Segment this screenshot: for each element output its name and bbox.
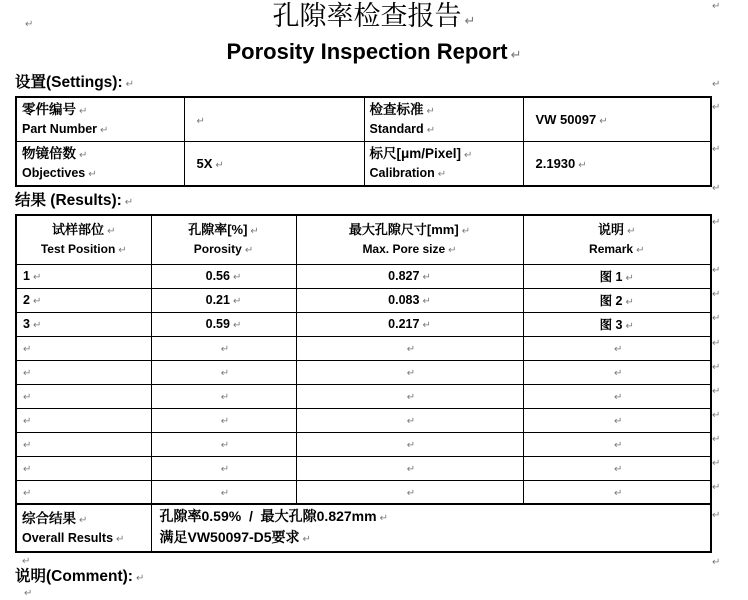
result-row-2: [16, 288, 711, 312]
paragraph-mark-icon: ↵: [124, 197, 134, 208]
paragraph-mark-icon: ↵: [712, 183, 721, 194]
paragraph-mark-icon: ↵: [625, 321, 634, 332]
paragraph-mark-icon: ↵: [712, 434, 721, 445]
porosity-cell: 0.59 ↵: [151, 312, 296, 336]
paragraph-mark-icon: ↵: [79, 150, 88, 161]
paragraph-mark-icon: ↵: [406, 440, 416, 451]
paragraph-mark-icon: ↵: [712, 482, 721, 493]
paragraph-mark-icon: ↵: [23, 368, 32, 379]
paragraph-mark-icon: ↵: [712, 144, 721, 155]
paragraph-mark-icon: ↵: [116, 533, 125, 545]
paragraph-mark-icon: ↵: [578, 160, 587, 171]
position-cell: 2 ↵: [16, 288, 151, 312]
paragraph-mark-icon: ↵: [712, 313, 721, 324]
paragraph-mark-icon: ↵: [379, 513, 388, 524]
paragraph-mark-icon: ↵: [406, 344, 416, 355]
paragraph-mark-icon: ↵: [712, 458, 721, 469]
result-row-1: [16, 264, 711, 288]
empty-row: [16, 432, 711, 456]
calibration-value-cell: 2.1930 ↵: [523, 142, 711, 187]
settings-row-1: [16, 97, 711, 142]
paragraph-mark-icon: ↵: [232, 272, 242, 283]
paragraph-mark-icon: ↵: [422, 272, 431, 283]
paragraph-mark-icon: ↵: [614, 392, 623, 403]
overall-results-value-cell: 孔隙率0.59% / 最大孔隙0.827mm ↵ 满足VW50097-D5要求 ↵: [151, 504, 711, 552]
paragraph-mark-icon: ↵: [614, 416, 623, 427]
paragraph-mark-icon: ↵: [220, 368, 230, 379]
paragraph-mark-icon: ↵: [712, 102, 721, 113]
paragraph-mark-icon: ↵: [220, 416, 230, 427]
paragraph-mark-icon: ↵: [712, 265, 721, 276]
paragraph-mark-icon: ↵: [422, 320, 431, 331]
remark-cell: 图 3 ↵: [523, 312, 711, 336]
paragraph-mark-icon: ↵: [712, 362, 721, 373]
paragraph-mark-icon: ↵: [406, 416, 416, 427]
paragraph-mark-icon: ↵: [614, 440, 623, 451]
part-number-value-cell: [184, 97, 364, 142]
paragraph-mark-icon: ↵: [23, 392, 32, 403]
max-pore-cell: 0.083 ↵: [296, 288, 523, 312]
settings-row-2: [16, 142, 711, 187]
paragraph-mark-icon: ↵: [464, 14, 476, 29]
col-header-remark: 说明 ↵ Remark ↵: [523, 215, 711, 264]
max-pore-cell: 0.827 ↵: [296, 264, 523, 288]
col-header-porosity: 孔隙率[%] ↵ Porosity ↵: [151, 215, 296, 264]
position-cell: 3 ↵: [16, 312, 151, 336]
paragraph-mark-icon: ↵: [712, 217, 721, 228]
paragraph-mark-icon: ↵: [196, 116, 205, 127]
paragraph-mark-icon: ↵: [426, 125, 436, 136]
empty-row: [16, 408, 711, 432]
paragraph-mark-icon: ↵: [448, 244, 457, 256]
paragraph-mark-icon: ↵: [32, 296, 42, 307]
paragraph-mark-icon: ↵: [437, 169, 447, 180]
paragraph-mark-icon: ↵: [232, 320, 242, 331]
position-cell: 1 ↵: [16, 264, 151, 288]
paragraph-mark-icon: ↵: [627, 225, 636, 237]
paragraph-mark-icon: ↵: [406, 464, 416, 475]
empty-row: [16, 336, 711, 360]
paragraph-mark-icon: ↵: [125, 79, 135, 90]
col-header-test-position: 试样部位 ↵ Test Position ↵: [16, 215, 151, 264]
paragraph-mark-icon: ↵: [422, 296, 431, 307]
paragraph-mark-icon: ↵: [625, 273, 634, 284]
paragraph-mark-icon: ↵: [220, 392, 230, 403]
max-pore-cell: 0.217 ↵: [296, 312, 523, 336]
paragraph-mark-icon: ↵: [464, 150, 473, 161]
comment-heading: 说明(Comment): ↵: [15, 568, 145, 585]
overall-results-label-cell: 综合结果 ↵ Overall Results ↵: [16, 504, 151, 552]
paragraph-mark-icon: ↵: [118, 244, 127, 256]
paragraph-mark-icon: ↵: [135, 573, 145, 584]
settings-table: [15, 96, 712, 187]
empty-row: [16, 360, 711, 384]
overall-results-row: [16, 504, 711, 552]
paragraph-mark-icon: ↵: [406, 392, 416, 403]
paragraph-mark-icon: ↵: [712, 289, 721, 300]
empty-row: [16, 456, 711, 480]
paragraph-mark-icon: ↵: [614, 464, 623, 475]
paragraph-mark-icon: ↵: [712, 557, 721, 568]
paragraph-mark-icon: ↵: [406, 368, 416, 379]
paragraph-mark-icon: ↵: [107, 225, 116, 237]
results-table: [15, 214, 712, 553]
objectives-label-cell: 物镜倍数 ↵ Objectives ↵: [16, 142, 184, 187]
objectives-value-cell: 5X ↵: [184, 142, 364, 187]
paragraph-mark-icon: ↵: [23, 416, 32, 427]
calibration-label-cell: 标尺[μm/Pixel] ↵ Calibration ↵: [364, 142, 523, 187]
paragraph-mark-icon: ↵: [24, 588, 33, 599]
paragraph-mark-icon: ↵: [302, 534, 311, 545]
paragraph-mark-icon: ↵: [614, 487, 623, 499]
remark-cell: 图 2 ↵: [523, 288, 711, 312]
result-row-3: [16, 312, 711, 336]
report-title-en: Porosity Inspection Report ↵: [226, 39, 522, 64]
paragraph-mark-icon: ↵: [250, 225, 259, 237]
report-title-cn: 孔隙率检查报告 ↵: [272, 1, 476, 32]
paragraph-mark-icon: ↵: [79, 106, 88, 117]
paragraph-mark-icon: ↵: [88, 169, 97, 180]
paragraph-mark-icon: ↵: [426, 106, 435, 117]
results-header-row: [16, 215, 711, 264]
paragraph-mark-icon: ↵: [23, 344, 32, 355]
paragraph-mark-icon: ↵: [712, 386, 721, 397]
paragraph-mark-icon: ↵: [406, 487, 416, 499]
paragraph-mark-icon: ↵: [32, 320, 42, 331]
results-heading: 结果 (Results): ↵: [15, 192, 134, 209]
paragraph-mark-icon: ↵: [215, 160, 224, 171]
paragraph-mark-icon: ↵: [461, 225, 471, 237]
paragraph-mark-icon: ↵: [712, 338, 721, 349]
paragraph-mark-icon: ↵: [25, 19, 34, 30]
paragraph-mark-icon: ↵: [220, 440, 230, 451]
paragraph-mark-icon: ↵: [712, 79, 721, 90]
paragraph-mark-icon: ↵: [712, 1, 721, 12]
paragraph-mark-icon: ↵: [599, 116, 608, 127]
paragraph-mark-icon: ↵: [712, 510, 721, 521]
porosity-cell: 0.56 ↵: [151, 264, 296, 288]
paragraph-mark-icon: ↵: [614, 368, 623, 379]
settings-heading: 设置(Settings): ↵: [15, 74, 135, 91]
paragraph-mark-icon: ↵: [23, 464, 32, 475]
paragraph-mark-icon: ↵: [625, 297, 634, 308]
standard-label-cell: 检查标准 ↵ Standard ↵: [364, 97, 523, 142]
paragraph-mark-icon: ↵: [32, 272, 42, 283]
paragraph-mark-icon: ↵: [220, 487, 230, 499]
standard-value-cell: VW 50097 ↵: [523, 97, 711, 142]
paragraph-mark-icon: ↵: [636, 244, 645, 256]
empty-row: [16, 384, 711, 408]
paragraph-mark-icon: ↵: [23, 440, 32, 451]
paragraph-mark-icon: ↵: [220, 344, 230, 355]
porosity-cell: 0.21 ↵: [151, 288, 296, 312]
paragraph-mark-icon: ↵: [100, 125, 109, 136]
col-header-max-pore-size: 最大孔隙尺寸[mm] ↵ Max. Pore size ↵: [296, 215, 523, 264]
paragraph-mark-icon: ↵: [232, 296, 242, 307]
empty-row: [16, 480, 711, 504]
paragraph-mark-icon: ↵: [712, 410, 721, 421]
remark-cell: 图 1 ↵: [523, 264, 711, 288]
paragraph-mark-icon: ↵: [22, 556, 31, 567]
paragraph-mark-icon: ↵: [23, 487, 32, 499]
paragraph-mark-icon: ↵: [79, 514, 88, 526]
paragraph-mark-icon: ↵: [510, 48, 522, 63]
paragraph-mark-icon: ↵: [244, 244, 254, 256]
part-number-label-cell: 零件编号 ↵ Part Number ↵: [16, 97, 184, 142]
paragraph-mark-icon: ↵: [614, 344, 623, 355]
title-block: [0, 1, 748, 69]
paragraph-mark-icon: ↵: [220, 464, 230, 475]
